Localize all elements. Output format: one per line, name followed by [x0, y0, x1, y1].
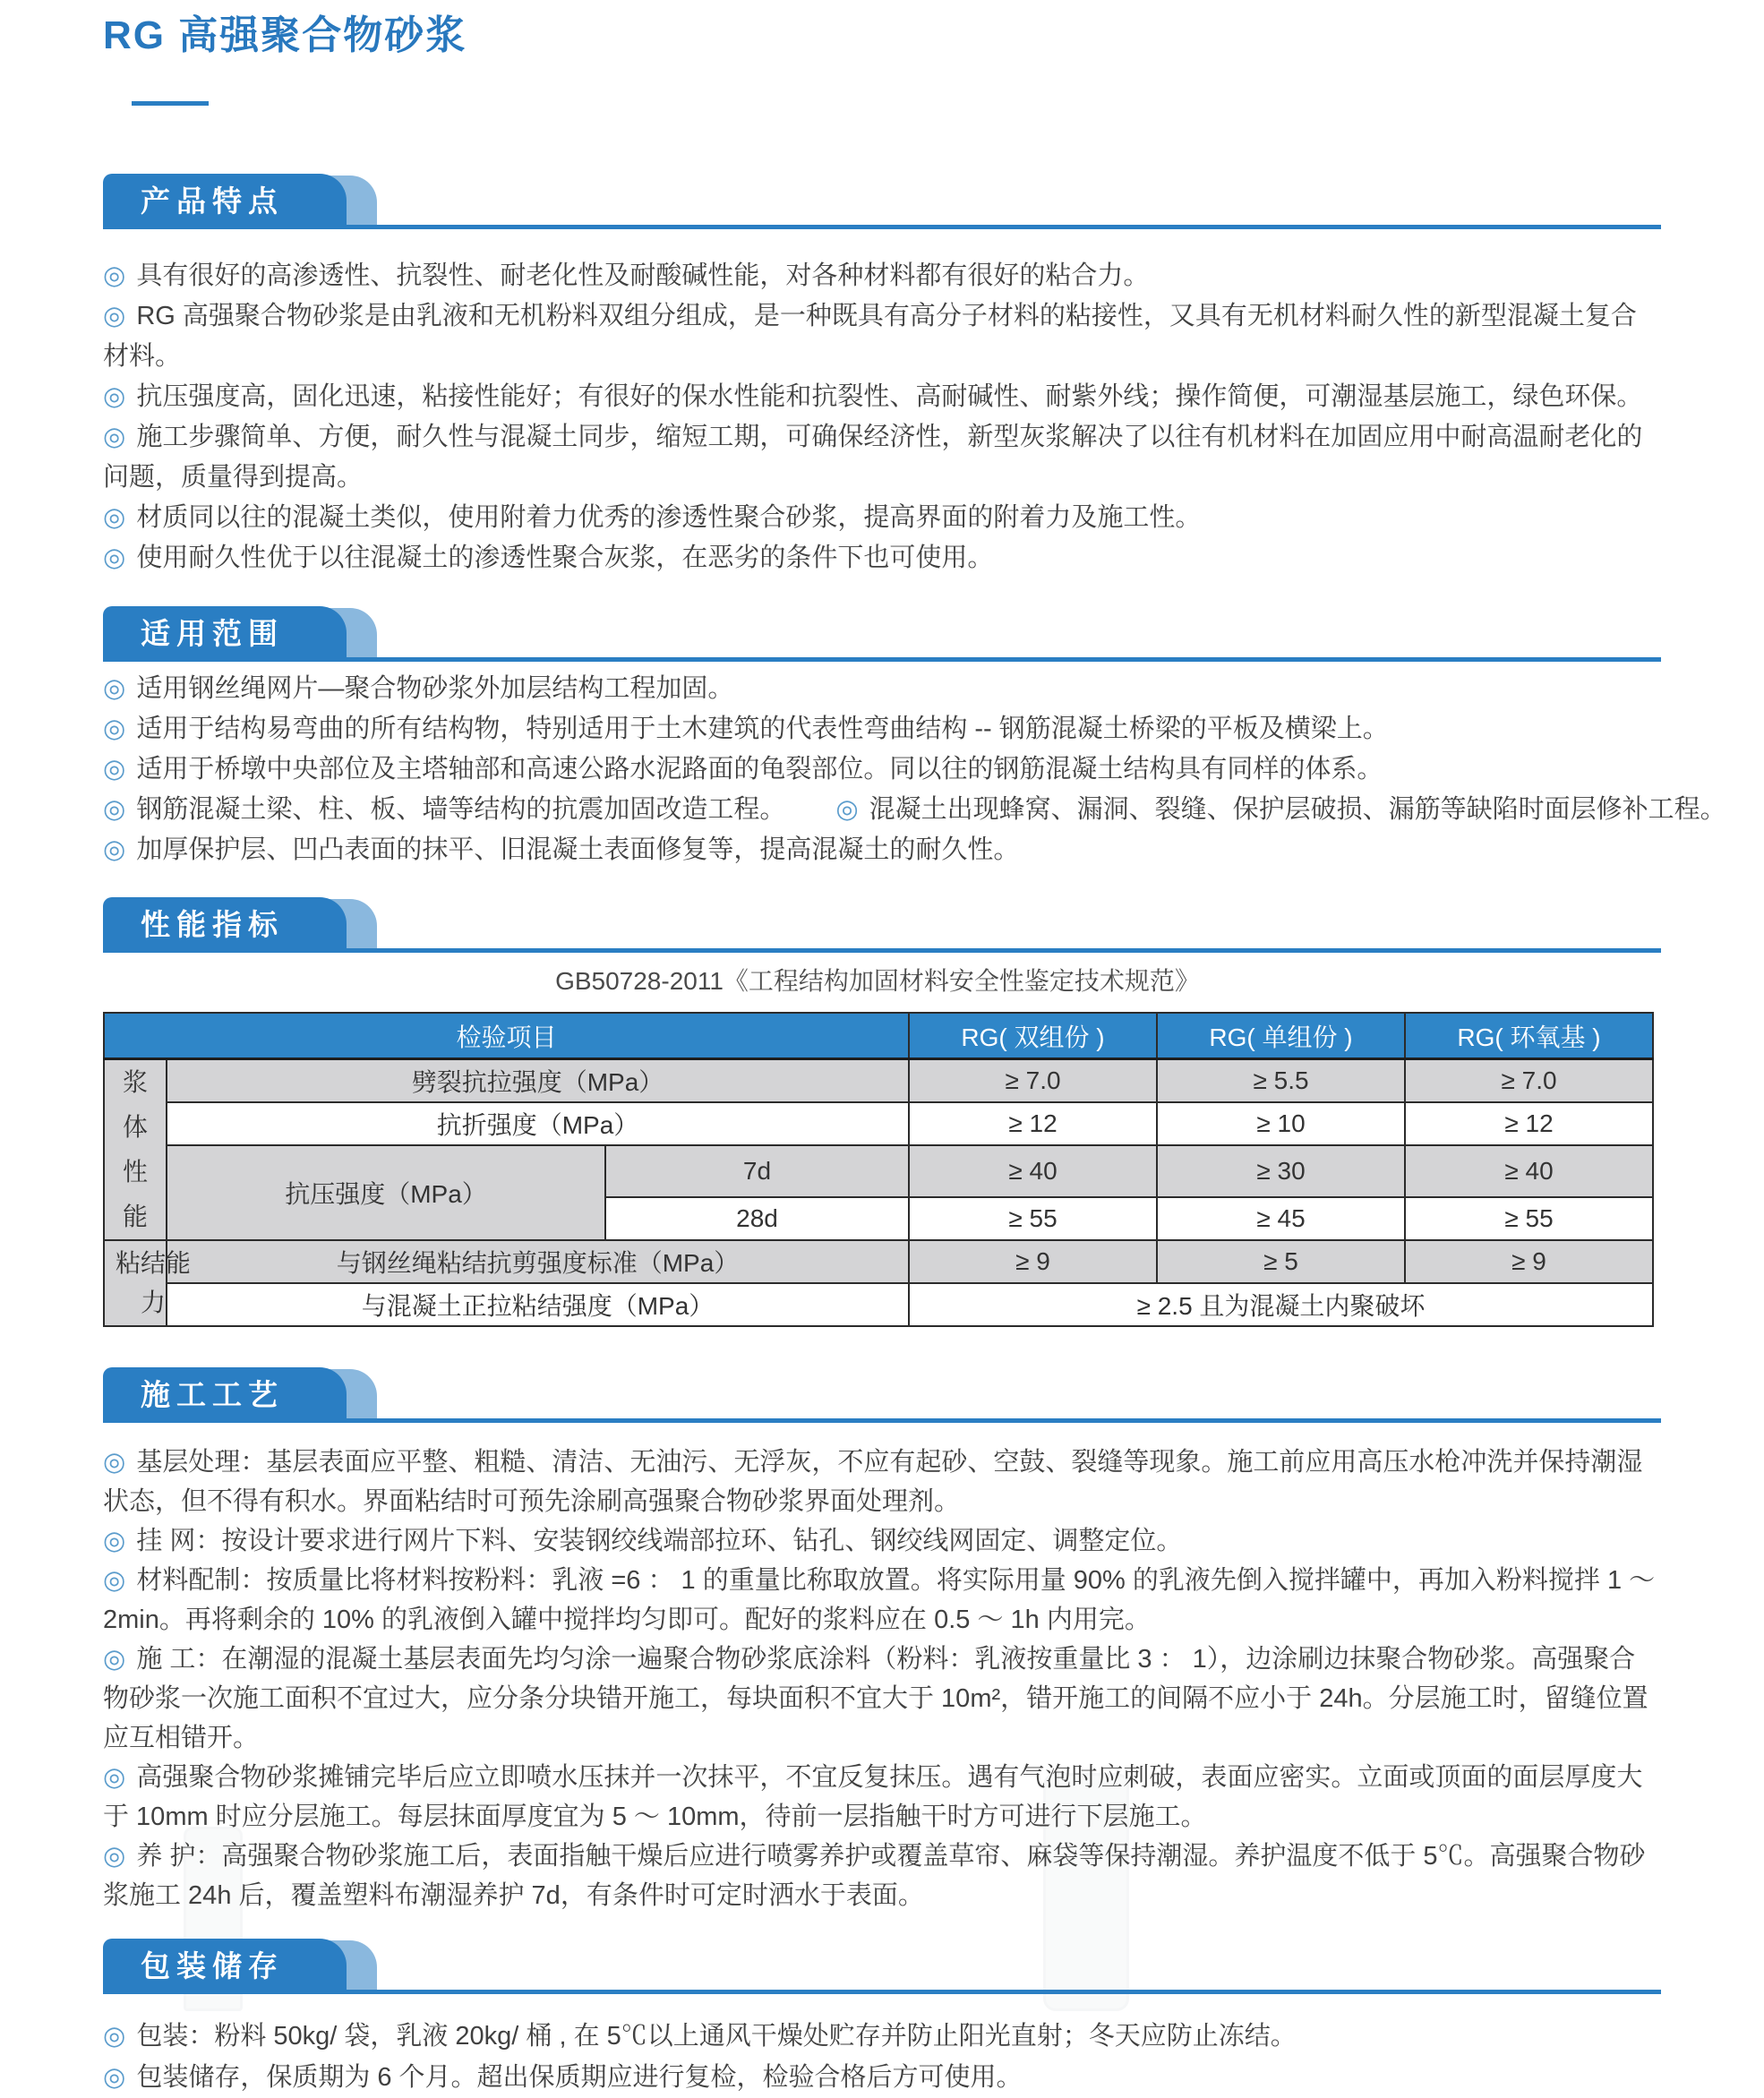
bullet-icon: ◎ [103, 1763, 126, 1793]
cell-age: 28d [605, 1197, 909, 1240]
list-item [103, 417, 1661, 498]
cell-value: ≥ 7.0 [909, 1059, 1157, 1102]
section-heading-scope: 适用范围 [141, 616, 284, 650]
list-item [103, 1758, 1661, 1837]
cell-value: ≥ 12 [909, 1102, 1157, 1145]
table-caption: GB50728-2011《工程结构加固材料安全性鉴定技术规范》 [555, 966, 1200, 995]
bullet-icon: ◎ [835, 794, 859, 824]
list-item [835, 790, 1725, 830]
packaging-list [103, 2016, 1661, 2098]
section-banner-packaging [103, 1939, 347, 1990]
row-name: 与钢丝绳粘结抗剪强度标准（MPa） [167, 1240, 909, 1283]
bullet-icon: ◎ [103, 1842, 126, 1871]
cell-value: ≥ 40 [909, 1145, 1157, 1198]
section-header-features [103, 174, 1661, 229]
list-item [103, 1837, 1661, 1915]
section-banner-process [103, 1367, 347, 1418]
section-rule [103, 225, 1661, 229]
bullet-icon: ◎ [103, 1527, 126, 1556]
table-row [104, 1102, 1653, 1145]
bullet-icon: ◎ [103, 754, 126, 784]
list-item-row [103, 790, 1726, 830]
list-item-text: 高强聚合物砂浆摊铺完毕后应立即喷水压抹并一次抹平，不宜反复抹压。遇有气泡时应刺破，表面应密实。立面或顶面的面层厚度大于 10mm 时应分层施工。每层抹面厚度宜为 5 ～ 10mm，待前一层指触干时方可进行下层施工。 [103, 1763, 1643, 1832]
bullet-icon: ◎ [103, 543, 126, 572]
section-header-performance [103, 897, 1661, 953]
list-item [103, 830, 1661, 870]
bullet-icon: ◎ [103, 1566, 126, 1596]
row-group-slurry [104, 1059, 167, 1241]
column-header-rge: RG( 环氧基 ) [1405, 1013, 1653, 1059]
bullet-icon: ◎ [103, 714, 126, 743]
bullet-icon: ◎ [103, 2022, 126, 2051]
list-item-text: 具有很好的高渗透性、抗裂性、耐老化性及耐酸碱性能，对各种材料都有很好的粘合力。 [136, 261, 1150, 290]
bullet-icon: ◎ [103, 301, 126, 330]
bullet-icon: ◎ [103, 261, 126, 290]
list-item [103, 669, 1661, 709]
list-item [103, 790, 785, 830]
list-item-text: 适用钢丝绳网片—聚合物砂浆外加层结构工程加固。 [136, 673, 734, 703]
cell-value: ≥ 5.5 [1157, 1059, 1405, 1102]
cell-age: 7d [605, 1145, 909, 1198]
section-heading-process: 施工工艺 [141, 1378, 284, 1412]
table-row [104, 1145, 1653, 1198]
list-item [103, 1521, 1661, 1561]
bullet-icon: ◎ [103, 794, 126, 824]
cell-value: ≥ 55 [1405, 1197, 1653, 1240]
section-heading-packaging: 包装储存 [141, 1949, 284, 1983]
list-item [103, 377, 1661, 417]
list-item [103, 749, 1661, 790]
section-rule [103, 1418, 1661, 1423]
section-heading-performance: 性能指标 [141, 907, 284, 941]
row-name: 抗折强度（MPa） [167, 1102, 909, 1145]
list-item-text: RG 高强聚合物砂浆是由乳液和无机粉料双组分组成，是一种既具有高分子材料的粘接性，又具有无机材料耐久性的新型混凝土复合材料。 [103, 301, 1637, 371]
bullet-icon: ◎ [103, 1645, 126, 1674]
list-item-text: 混凝土出现蜂窝、漏洞、裂缝、保护层破损、漏筋等缺陷时面层修补工程。 [869, 794, 1726, 824]
cell-value: ≥ 12 [1405, 1102, 1653, 1145]
cell-value: ≥ 5 [1157, 1240, 1405, 1283]
section-header-packaging [103, 1939, 1661, 1994]
cell-value: ≥ 55 [909, 1197, 1157, 1240]
column-header-rg1: RG( 单组份 ) [1157, 1013, 1405, 1059]
cell-value: ≥ 9 [1405, 1240, 1653, 1283]
table-row [104, 1059, 1653, 1102]
list-item-text: 施工步骤简单、方便，耐久性与混凝土同步，缩短工期，可确保经济性，新型灰浆解决了以往有机材料在加固应用中耐高温耐老化的问题，质量得到提高。 [103, 422, 1643, 492]
column-header-item: 检验项目 [104, 1013, 909, 1059]
list-item [103, 498, 1661, 538]
list-item-text: 抗压强度高，固化迅速，粘接性能好；有很好的保水性能和抗裂性、高耐碱性、耐紫外线；操作简便，可潮湿基层施工，绿色环保。 [136, 381, 1643, 411]
features-list [103, 256, 1661, 578]
bullet-icon: ◎ [103, 2063, 126, 2093]
section-banner-scope [103, 606, 347, 657]
row-group-bond [104, 1240, 191, 1326]
list-item-text: 材质同以往的混凝土类似，使用附着力优秀的渗透性聚合砂浆，提高界面的附着力及施工性。 [136, 502, 1202, 532]
section-banner-features [103, 174, 347, 225]
title-underline [132, 101, 209, 106]
performance-table [103, 1012, 1654, 1328]
row-name: 劈裂抗拉强度（MPa） [167, 1059, 909, 1102]
table-row [104, 1283, 1653, 1326]
list-item-text: 包装：粉料 50kg/ 袋，乳液 20kg/ 桶 , 在 5℃以上通风干燥处贮存并防止阳光直射；冬天应防止冻结。 [136, 2022, 1297, 2051]
section-heading-features: 产品特点 [141, 184, 284, 218]
row-group-label: 粘结能力 [115, 1249, 191, 1317]
list-item [103, 256, 1661, 296]
list-item [103, 1443, 1661, 1521]
list-item [103, 1561, 1661, 1640]
cell-value: ≥ 40 [1405, 1145, 1653, 1198]
list-item-text: 钢筋混凝土梁、柱、板、墙等结构的抗震加固改造工程。 [136, 794, 786, 824]
section-rule [103, 657, 1661, 662]
list-item-text: 使用耐久性优于以往混凝土的渗透性聚合灰浆，在恶劣的条件下也可使用。 [136, 543, 994, 572]
row-name: 与混凝土正拉粘结强度（MPa） [167, 1283, 909, 1326]
list-item-text: 基层处理：基层表面应平整、粗糙、清洁、无油污、无浮灰，不应有起砂、空鼓、裂缝等现象。施工前应用高压水枪冲洗并保持潮湿状态，但不得有积水。界面粘结时可预先涂刷高强聚合物砂浆界面处理剂。 [103, 1448, 1643, 1517]
bullet-icon: ◎ [103, 835, 126, 864]
cell-value: ≥ 30 [1157, 1145, 1405, 1198]
column-header-rg2: RG( 双组份 ) [909, 1013, 1157, 1059]
scope-list [103, 669, 1726, 870]
list-item-text: 加厚保护层、凹凸表面的抹平、旧混凝土表面修复等，提高混凝土的耐久性。 [136, 835, 1020, 864]
cell-value: ≥ 9 [909, 1240, 1157, 1283]
list-item [103, 1640, 1661, 1758]
list-item-text: 施 工：在潮湿的混凝土基层表面先均匀涂一遍聚合物砂浆底涂料（粉料：乳液按重量比 3 ： 1），边涂刷边抹聚合物砂浆。高强聚合物砂浆一次施工面积不宜过大，应分条分块错开施工，每块面积不宜大于 10m²，错开施工的间隔不应小于 24h。分层施工时，留缝位置应互相错开。 [103, 1645, 1648, 1753]
bullet-icon: ◎ [103, 502, 126, 532]
list-item-text: 包装储存，保质期为 6 个月。超出保质期应进行复检，检验合格后方可使用。 [136, 2063, 1023, 2093]
section-rule [103, 1990, 1661, 1994]
list-item [103, 296, 1661, 377]
bullet-icon: ◎ [103, 381, 126, 411]
list-item-text: 材料配制：按质量比将材料按粉料：乳液 =6 ： 1 的重量比称取放置。将实际用量 90% 的乳液先倒入搅拌罐中，再加入粉料搅拌 1 ～ 2min。再将剩余的 10% 的乳液倒入罐中搅拌均匀即可。配好的浆料应在 0.5 ～ 1h 内用完。 [103, 1566, 1656, 1635]
section-header-scope [103, 606, 1661, 662]
section-rule [103, 948, 1661, 953]
process-list [103, 1443, 1661, 1915]
list-item-text: 挂 网：按设计要求进行网片下料、安装钢绞线端部拉环、钻孔、钢绞线网固定、调整定位。 [136, 1527, 1183, 1556]
bullet-icon: ◎ [103, 673, 126, 703]
list-item [103, 709, 1661, 749]
cell-value: ≥ 45 [1157, 1197, 1405, 1240]
list-item [103, 2016, 1661, 2057]
list-item-text: 养 护：高强聚合物砂浆施工后，表面指触干燥后应进行喷雾养护或覆盖草帘、麻袋等保持潮湿。养护温度不低于 5℃。高强聚合物砂浆施工 24h 后，覆盖塑料布潮湿养护 7d，有条件时可定时洒水于表面。 [103, 1842, 1646, 1911]
section-banner-performance [103, 897, 347, 948]
table-row [104, 1240, 1653, 1283]
list-item [103, 2057, 1661, 2098]
list-item-text: 适用于桥墩中央部位及主塔轴部和高速公路水泥路面的龟裂部位。同以往的钢筋混凝土结构具有同样的体系。 [136, 754, 1383, 784]
list-item [103, 538, 1661, 578]
cell-value: ≥ 7.0 [1405, 1059, 1653, 1102]
page-title: RG 高强聚合物砂浆 [103, 13, 467, 57]
cell-value-merged: ≥ 2.5 且为混凝土内聚破坏 [909, 1283, 1653, 1326]
bullet-icon: ◎ [103, 422, 126, 451]
cell-value: ≥ 10 [1157, 1102, 1405, 1145]
bullet-icon: ◎ [103, 1448, 126, 1477]
section-header-process [103, 1367, 1661, 1423]
table-header-row [104, 1013, 1653, 1059]
row-group-label: 浆体性能 [122, 1068, 148, 1231]
row-name-compressive: 抗压强度（MPa） [167, 1145, 605, 1241]
list-item-text: 适用于结构易弯曲的所有结构物，特别适用于土木建筑的代表性弯曲结构 -- 钢筋混凝土桥梁的平板及横梁上。 [136, 714, 1389, 743]
